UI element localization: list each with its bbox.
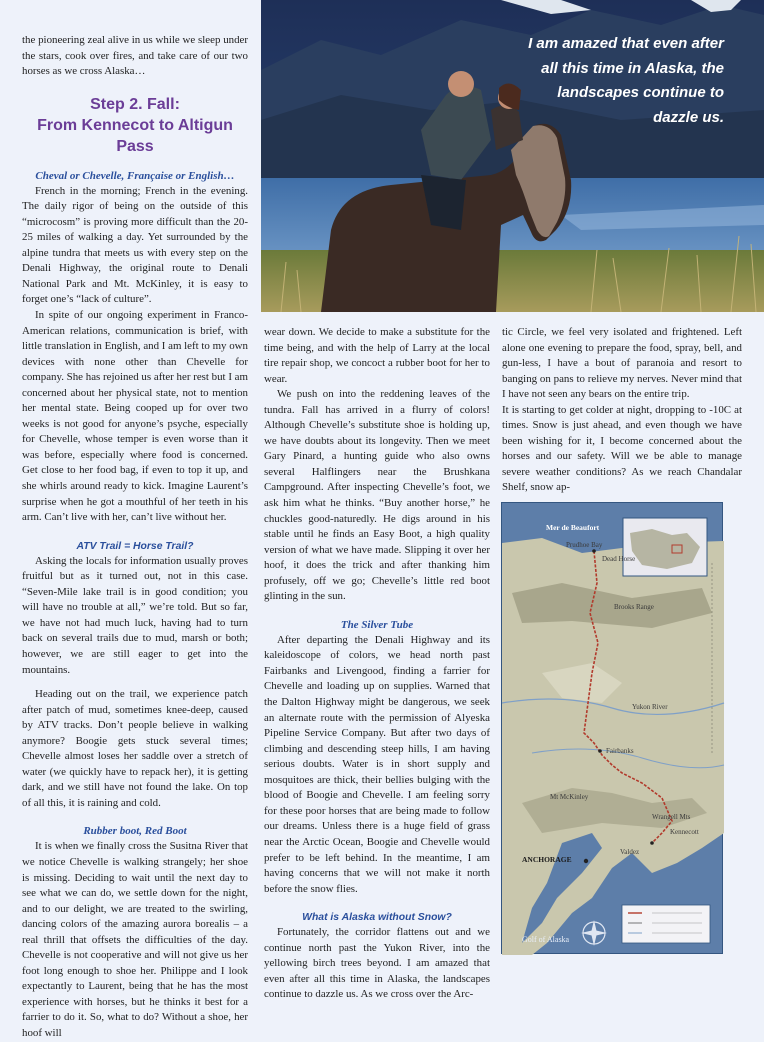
map-label-deadhorse: Dead Horse — [602, 555, 636, 563]
paragraph: Fortunately, the corridor flattens out and we continue north past the Yukon River, into the yellowing birch trees beyond. I am amazed that even after all this time in Alaska, the landscapes continue to dazzle us. As we cross over the Arc- — [264, 926, 490, 1001]
paragraph: Asking the locals for information usually proves fruitful but as it turned out, not in this case. “Seven-Mile lake trail is in good condition; you will have no trouble at all,” we’re told. But so far, we have not had much luck, having had to turn back on several trails due to mud, marsh or both; however, we are still eager to get into the mountains. — [22, 554, 248, 676]
map-graphic — [502, 503, 724, 955]
map-label-kennecott: Kennecott — [670, 828, 699, 836]
map-label-anchorage: ANCHORAGE — [522, 855, 572, 864]
map-label-yukon: Yukon River — [632, 703, 668, 711]
map-label-brooks: Brooks Range — [614, 603, 654, 611]
map-label-wrangell: Wrangell Mts — [652, 813, 691, 821]
column-2 — [264, 325, 490, 1003]
pull-quote: I am amazed that even after all this time in Alaska, the landscapes continue to dazzle us. — [528, 35, 724, 126]
map-label-mckinley: Mt McKinley — [550, 793, 589, 801]
paragraph: In spite of our ongoing experiment in Franco-American relations, communication is brief, with little translation in English, and I am left to my own devices with none other than Chevelle for company. She has rejoined us after her rest but I am concerned about her physical state, not to mention her mental state. Being cooped up for over two weeks is not good for anyone’s psyche, especially for Chevelle, whose temper is even worse than it was before, especially where food is concerned. Get close to her food bag, if even to top it up, and she whirls around ready to kick. Imagine Laurent’s surprise when he got a mouthful of her teeth in his arm. Can’t live with her, can’t live without her. — [22, 309, 248, 524]
column-1 — [22, 33, 248, 1042]
paragraph: wear down. We decide to make a substitute for the time being, and with the help of Larry at the local tire repair shop, we concoct a rubber boot for her to wear. — [264, 326, 490, 385]
alaska-route-map — [501, 502, 723, 954]
section-title-line2: From Kennecot to Altigun Pass — [37, 116, 233, 155]
map-label-prudhoe: Prudhoe Bay — [566, 541, 603, 549]
paragraph: It is starting to get colder at night, dropping to -10C at times. Snow is just ahead, and even though we have been wishing for it, I become concerned about the horses and our safety. Will we be able to manage severe weather conditions? As we reach Chandalar Shelf, snow ap- — [502, 403, 742, 494]
subheading-silver-tube: The Silver Tube — [340, 618, 414, 631]
intro-paragraph: the pioneering zeal alive in us while we sleep under the stars, cook over fires, and take care of our two horses as we cross Alaska… — [22, 34, 248, 78]
subheading-cheval: Cheval or Chevelle, Française or English… — [35, 169, 235, 182]
section-title-line1: Step 2. Fall: — [90, 95, 180, 113]
map-label-fairbanks: Fairbanks — [606, 747, 634, 755]
horse-riders-photo — [261, 0, 764, 312]
paragraph: It is when we finally cross the Susitna River that we notice Chevelle is walking strangely; her shoe is missing. Deciding to wait until the next day to see what we can do, we settle down for the night, and to our delight, we are treated to the swirling, dancing colors of the amazing aurora borealis – a real thrill that offsets the difficulties of the day. Chevelle is not cooperative and will not give us her foot long enough to shoe her. Philippe and I look expectantly to Laurent, being that he has the most experience with horses, but he thinks it best for a farrier to do it. So, what to do? Without a shoe, her hoof will — [22, 840, 248, 1039]
paragraph: Heading out on the trail, we experience patch after patch of mud, sometimes knee-deep, caused by ATV tracks. Don’t people believe in walking anymore? Boogie gets stuck several times; Chevelle almost loses her saddle over a stretch of water (we quickly have to repack her), it is getting dark, and we still have not found the lake. On top of all this, it is raining and cold. — [22, 688, 248, 809]
map-label-beaufort-sea: Mer de Beaufort — [546, 523, 600, 532]
section-title — [22, 94, 248, 157]
map-label-valdez: Valdez — [620, 848, 640, 856]
subheading-rubber-boot: Rubber boot, Red Boot — [83, 825, 187, 838]
paragraph: After departing the Denali Highway and its kaleidoscope of colors, we head north past Fairbanks and Livengood, finding a farrier for Chevelle and loading up on supplies. Warned that the Dalton Highway might be dangerous, we seek an alternate route with the permission of Alyeska Pipeline Service Company. But after two days of climbing and descending steep hills, I am having serious doubts. Water is in short supply and mosquitoes are thick, their bellies bulging with the blood of Boogie and Chevelle. I am feeling sorry for these poor horses that are being made to follow our dreams. Unless there is a huge field of grass near the Arctic Ocean, Boogie and Chevelle would prefer to be left behind. In the meantime, I am having concerns that we will not make it north before the snow flies. — [264, 633, 490, 895]
subheading-atv: ATV Trail = Horse Trail? — [76, 540, 194, 552]
paragraph: French in the morning; French in the evening. The daily rigor of being on the outside of this “microcosm” is proving more difficult than the 20-25 miles of walking a day. Yet surrounded by the alpine tundra that meets us with every step on the Denali Highway, the original route to Denali National Park and Mt. McKinley, it is easy to forget one’s “lack of culture”. — [22, 184, 248, 306]
column-3 — [502, 325, 742, 496]
subheading-alaska-snow: What is Alaska without Snow? — [302, 912, 452, 924]
paragraph: We push on into the reddening leaves of the tundra. Fall has arrived in a flurry of colors! Although Chevelle’s substitute shoe is holding up, we have doubts about its longevity. Then we meet Gary Pinard, a hunting guide who also owns several Halflingers near the Brushkana Campground. After inspecting Chevelle’s foot, we ask him what he thinks. “Buy another horse,” he chuckles good-naturedly. He digs around in his stable until he finds an Easy Boot, a high quality version of what we have made. Slipping it over her hoof, it does the trick and after thanking him profusely, off we go; Chevelle’s little red boot glinting in the sun. — [264, 388, 490, 603]
map-label-gulf: Golf of Alaska — [522, 935, 570, 944]
paragraph: tic Circle, we feel very isolated and frightened. Left alone one evening to prepare the food, spray, bell, and gun-less, I have a bout of paranoia and resort to banging on pans to relieve my nerves. Never mind that I have not seen any bears on the entire trip. — [502, 326, 742, 401]
